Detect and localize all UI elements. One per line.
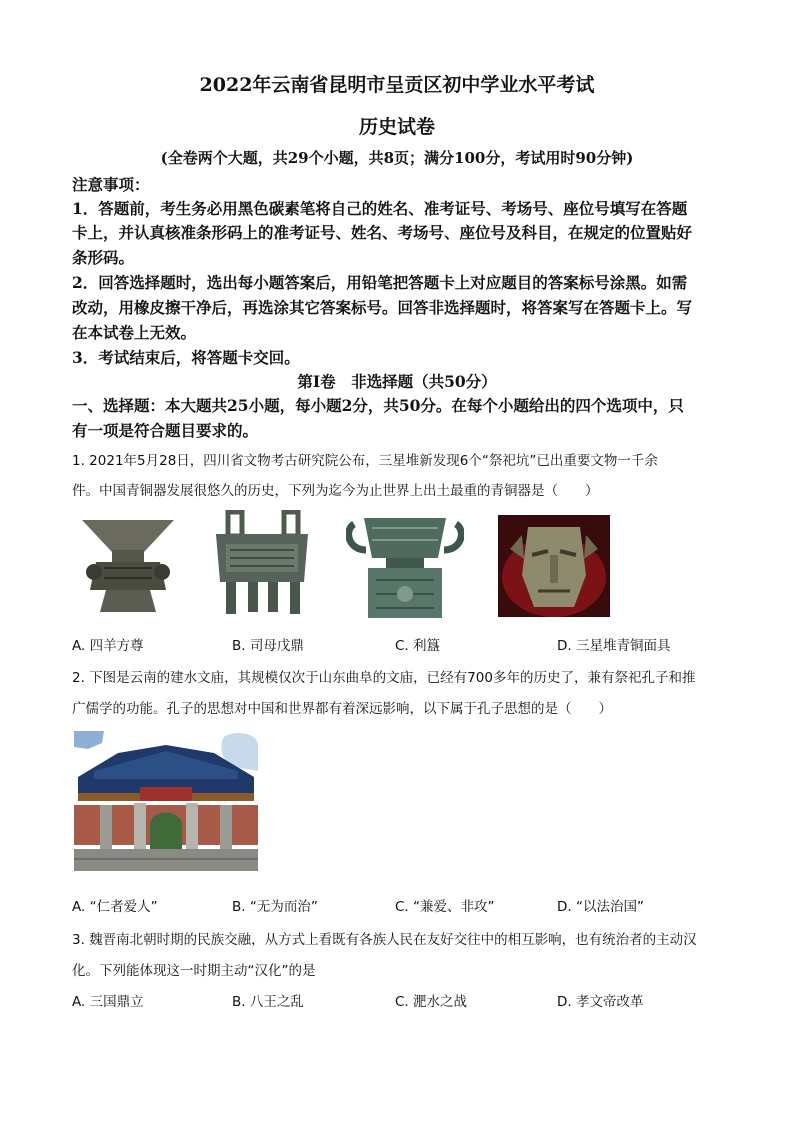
image-li-gui	[346, 510, 464, 622]
question-3-option-c[interactable]: C. 淝水之战	[395, 994, 468, 1010]
notes-line: 条形码。	[72, 248, 135, 267]
notes-line: 卡上，并认真核准条形码上的准考证号、姓名、考场号、座位号及科目，在规定的位置贴好	[72, 223, 693, 242]
exam-meta: (全卷两个大题，共29个小题，共8页；满分100分，考试用时90分钟)	[160, 149, 634, 167]
question-2-option-a[interactable]: A. “仁者爱人”	[72, 899, 158, 915]
question-3-stem: 3. 魏晋南北朝时期的民族交融，从方式上看既有各族人民在友好交往中的相互影响，也有统治者的主动汉	[72, 932, 697, 948]
notes-line: 2．回答选择题时，选出每小题答案后，用铅笔把答题卡上对应题目的答案标号涂黑。如需	[72, 273, 688, 292]
image-four-ram-zun	[76, 512, 180, 618]
question-1-stem: 件。中国青铜器发展很悠久的历史，下列为迄今为止世界上出土最重的青铜器是（ ）	[72, 483, 599, 499]
question-3-stem: 化。下列能体现这一时期主动“汉化”的是	[72, 963, 316, 979]
question-2-stem: 广儒学的功能。孔子的思想对中国和世界都有着深远影响，以下属于孔子思想的是（ ）	[72, 701, 612, 717]
question-1-option-a[interactable]: A. 四羊方尊	[72, 638, 144, 654]
notes-line: 在本试卷上无效。	[72, 323, 197, 342]
question-1-option-b[interactable]: B. 司母戊鼎	[232, 638, 304, 654]
notes-line: 改动，用橡皮擦干净后，再选涂其它答案标号。回答非选择题时，将答案写在答题卡上。写	[72, 298, 693, 317]
exam-title: 2022年云南省昆明市呈贡区初中学业水平考试	[199, 74, 595, 96]
notes-line: 3．考试结束后，将答题卡交回。	[72, 348, 300, 367]
image-sanxingdui-mask	[498, 515, 610, 617]
section-intro: 一、选择题：本大题共25小题，每小题2分，共50分。在每个小题给出的四个选项中，只	[72, 396, 684, 415]
section-title: 第Ⅰ卷 非选择题（共50分）	[297, 372, 497, 391]
notes-line: 1．答题前，考生务必用黑色碳素笔将自己的姓名、准考证号、考场号、座位号填写在答题	[72, 199, 688, 218]
question-2-stem: 2. 下图是云南的建水文庙，其规模仅次于山东曲阜的文庙，已经有700多年的历史了，兼有祭祀孔子和推	[72, 670, 696, 686]
question-3-option-a[interactable]: A. 三国鼎立	[72, 994, 144, 1010]
image-jianshui-confucius-temple	[74, 731, 258, 871]
question-3-option-d[interactable]: D. 孝文帝改革	[557, 994, 644, 1010]
question-2-option-d[interactable]: D. “以法治国”	[557, 899, 644, 915]
question-2-option-b[interactable]: B. “无为而治”	[232, 899, 318, 915]
question-1-option-d[interactable]: D. 三星堆青铜面具	[557, 638, 671, 654]
image-simuwu-ding	[210, 510, 314, 620]
notes-heading: 注意事项：	[72, 175, 150, 194]
question-1-option-c[interactable]: C. 利簋	[395, 638, 441, 654]
question-2-option-c[interactable]: C. “兼爱、非攻”	[395, 899, 495, 915]
section-intro: 有一项是符合题目要求的。	[72, 421, 259, 440]
question-3-option-b[interactable]: B. 八王之乱	[232, 994, 304, 1010]
question-1-stem: 1. 2021年5月28日，四川省文物考古研究院公布，三星堆新发现6个“祭祀坑”已出重要文物一千余	[72, 453, 658, 469]
exam-subject: 历史试卷	[358, 116, 435, 138]
